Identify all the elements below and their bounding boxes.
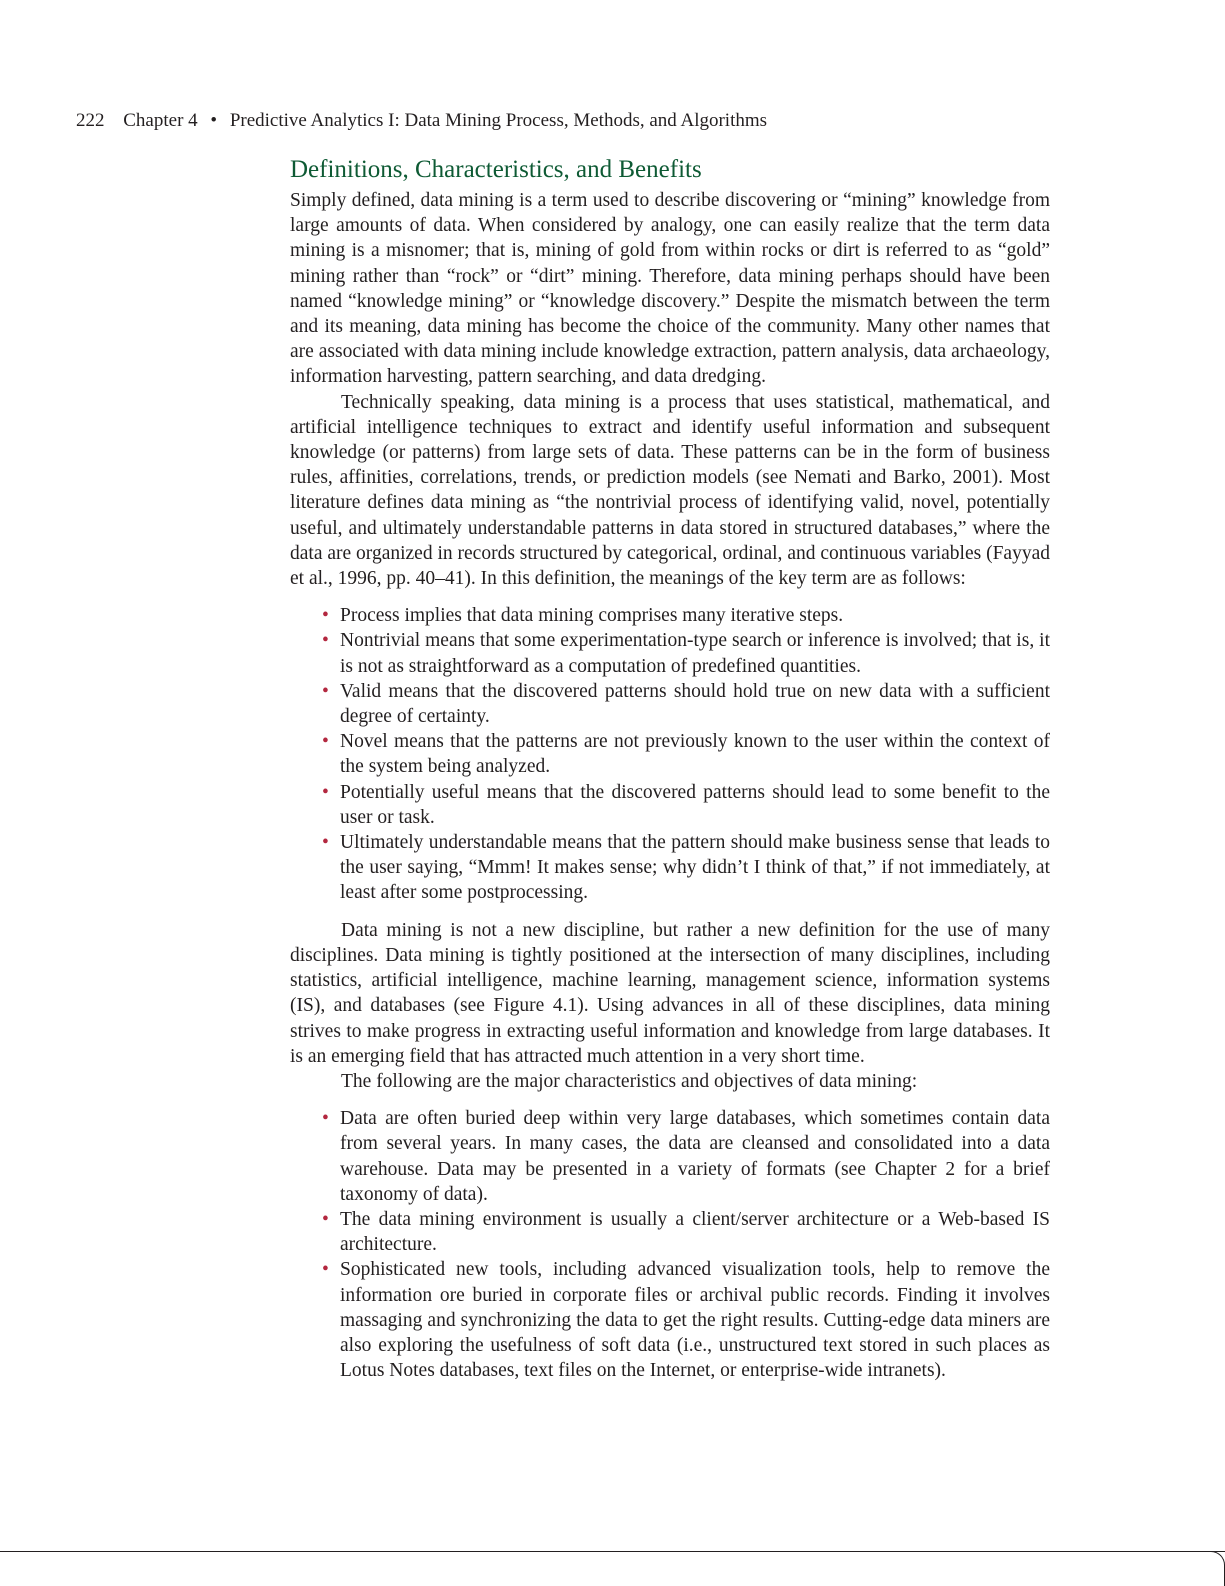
bullet-icon: •: [322, 680, 329, 702]
list-item: • Potentially useful means that the discovered patterns should lead to some benefit to the user or task.: [322, 781, 1050, 828]
main-content: [290, 154, 1050, 1395]
chapter-label: Chapter 4: [123, 110, 198, 131]
list-item: • Valid means that the discovered patterns should hold true on new data with a sufficient degree of certainty.: [322, 680, 1050, 728]
page-corner: [1210, 1551, 1225, 1586]
bullet-icon: •: [322, 781, 329, 803]
bullet-icon: •: [322, 1208, 329, 1230]
paragraph-discipline: Data mining is not a new discipline, but rather a new definition for the use of many disciplines. Data mining is tightly positioned at the intersection of many disciplines, including statistics, artificial intelligence, machine learning, management science, information systems (IS), and databases (see Figure 4.1). Using advances in all of these disciplines, data mining strives to make progress in extracting useful information and knowledge from large databases. It is an emerging field that has attracted much attention in a very short time.: [290, 919, 1050, 1067]
running-head-separator: •: [210, 110, 218, 131]
bullet-icon: •: [322, 731, 329, 753]
bullet-icon: •: [322, 1108, 329, 1130]
section-heading: Definitions, Characteristics, and Benefits: [290, 156, 702, 183]
paragraph-definition: Simply defined, data mining is a term used to describe discovering or “mining” knowledge from large amounts of data. When considered by analogy, one can easily realize that the term data mining is a misnomer; that is, mining of gold from within rocks or dirt is referred to as “gold” mining rather than “rock” or “dirt” mining. Therefore, data mining perhaps should have been named “knowledge mining” or “knowledge discovery.” Despite the mismatch between the term and its meaning, data mining has become the choice of the community. Many other names that are associated with data mining include knowledge extraction, pattern analysis, data archaeology, information harvesting, pattern searching, and data dredging.: [290, 190, 1050, 388]
bullet-icon: •: [322, 1259, 329, 1281]
list-item: • Data are often buried deep within very large databases, which sometimes contain data from several years. In many cases, the data are cleansed and consolidated into a data warehouse. Data may be presented in a variety of formats (see Chapter 2 for a brief taxonomy of data).: [322, 1108, 1050, 1205]
list-item: • Novel means that the patterns are not previously known to the user within the context of the system being analyzed.: [322, 731, 1050, 778]
running-head: [76, 109, 767, 133]
bullet-icon: •: [322, 630, 329, 652]
bullet-icon: •: [322, 605, 329, 627]
bullet-icon: •: [322, 832, 329, 854]
footer-rule: [0, 1551, 1225, 1552]
paragraph-characteristics-intro: The following are the major characteristics and objectives of data mining:: [341, 1070, 918, 1092]
list-item: • Process implies that data mining comprises many iterative steps.: [340, 603, 1050, 628]
paragraph-technical-definition: Technically speaking, data mining is a process that uses statistical, mathematical, and artificial intelligence techniques to extract and identify useful information and subsequent knowledge (or patterns) from large sets of data. These patterns can be in the form of business rules, affinities, correlations, trends, or prediction models (see Nemati and Barko, 2001). Most literature defines data mining as “the nontrivial process of identifying valid, novel, potentially useful, and ultimately understandable patterns in data stored in structured databases,” where the data are organized in records structured by categorical, ordinal, and continuous variables (Fayyad et al., 1996, pp. 40–41). In this definition, the meanings of the key term are as follows:: [290, 391, 1050, 590]
page-number: 222: [76, 110, 105, 131]
chapter-title: Predictive Analytics I: Data Mining Process, Methods, and Algorithms: [229, 110, 768, 131]
list-item: • Nontrivial means that some experimentation-type search or inference is involved; that is, it is not as straightforward as a computation of predefined quantities.: [322, 630, 1050, 677]
list-item: • The data mining environment is usually a client/server architecture or a Web-based IS architecture.: [322, 1208, 1050, 1256]
list-item: • Sophisticated new tools, including advanced visualization tools, help to remove the information ore buried in corporate files or archival public records. Finding it involves massaging and synchronizing the data to get the right results. Cutting-edge data miners are also exploring the usefulness of soft data (i.e., unstructured text stored in such places as Lotus Notes databases, text files on the Internet, or enterprise-wide intranets).: [322, 1259, 1050, 1382]
definitions-list: [290, 603, 1050, 905]
list-item: • Ultimately understandable means that the pattern should make business sense that leads to the user saying, “Mmm! It makes sense; why didn’t I think of that,” if not immediately, at least after some postprocessing.: [322, 832, 1050, 904]
characteristics-list: [290, 1106, 1050, 1383]
